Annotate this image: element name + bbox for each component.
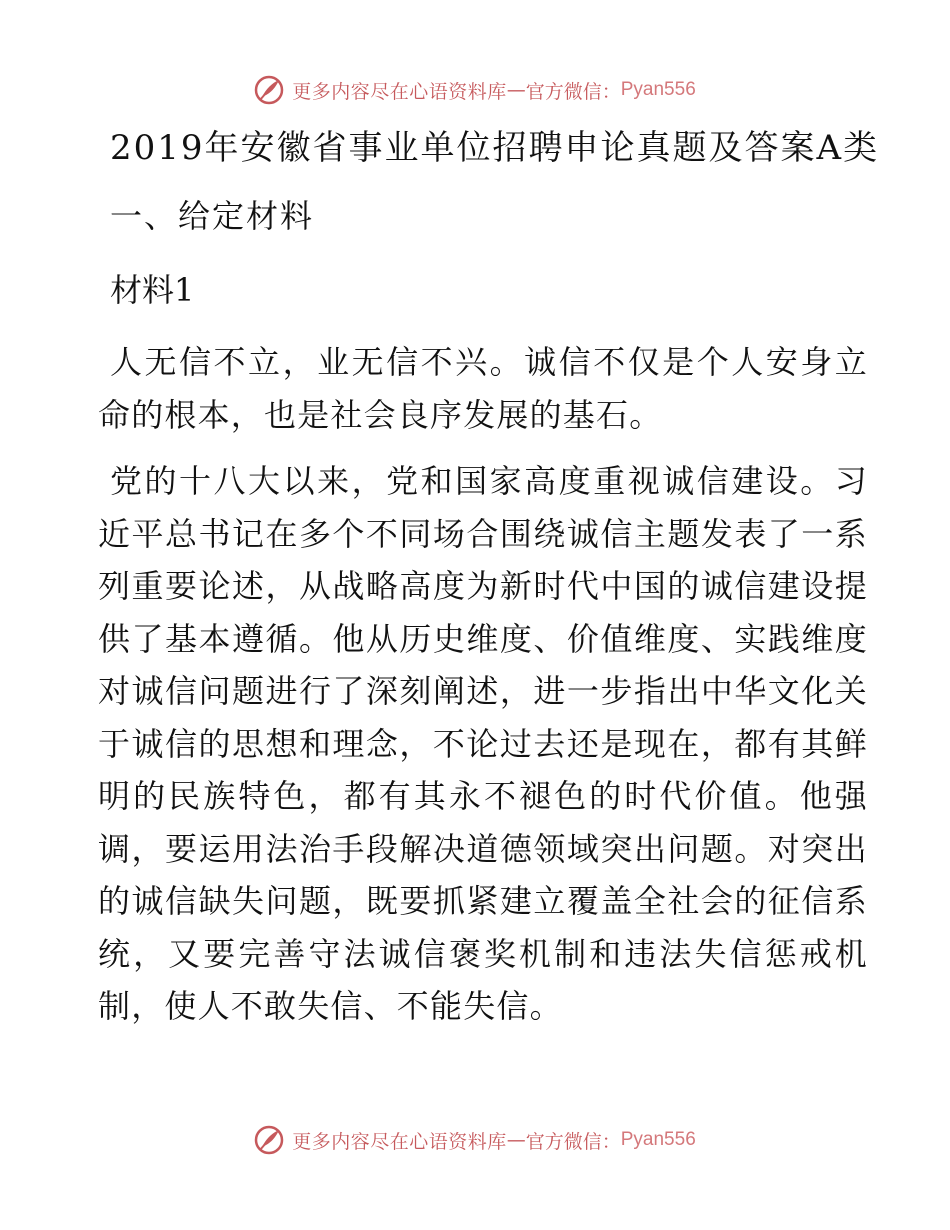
watermark-footer — [0, 1120, 950, 1160]
watermark-text: 更多内容尽在心语资料库 — [292, 80, 507, 103]
watermark-separator: — — [506, 1129, 526, 1151]
watermark-wechat-id: Pyan556 — [620, 1129, 696, 1150]
material-heading: 材料1 — [110, 271, 195, 309]
feather-pen-logo-icon — [254, 75, 284, 105]
paragraph-1: 人无信不立，业无信不兴。诚信不仅是个人安身立命的根本，也是社会良序发展的基石。 — [98, 343, 868, 434]
paragraph-2: 党的十八大以来，党和国家高度重视诚信建设。习近平总书记在多个不同场合围绕诚信主题发表了一系列重要论述，从战略高度为新时代中国的诚信建设提供了基本遵循。他从历史维度、价值维度、实践维度对诚信问题进行了深刻阐述，进一步指出中华文化关于诚信的思想和理念，不论过去还是现在，都有其鲜明的民族特色，都有其永不褪色的时代价值。他强调，要运用法治手段解决道德领域突出问题。对突出的诚信缺失问题，既要抓紧建立覆盖全社会的征信系统，又要完善守法诚信褒奖机制和违法失信惩戒机制，使人不敢失信、不能失信。 — [98, 462, 868, 1025]
section-heading: 一、给定材料 — [110, 197, 315, 235]
watermark-label: 官方微信： — [525, 1130, 621, 1153]
watermark-text: 更多内容尽在心语资料库 — [292, 1130, 507, 1153]
feather-pen-logo-icon — [254, 1125, 284, 1155]
watermark-label: 官方微信： — [525, 80, 621, 103]
document-title: 2019年安徽省事业单位招聘申论真题及答案A类 — [110, 128, 880, 168]
watermark-header — [0, 70, 950, 110]
watermark-separator: — — [506, 79, 526, 101]
document-body — [98, 118, 880, 1047]
watermark-wechat-id: Pyan556 — [620, 79, 696, 100]
